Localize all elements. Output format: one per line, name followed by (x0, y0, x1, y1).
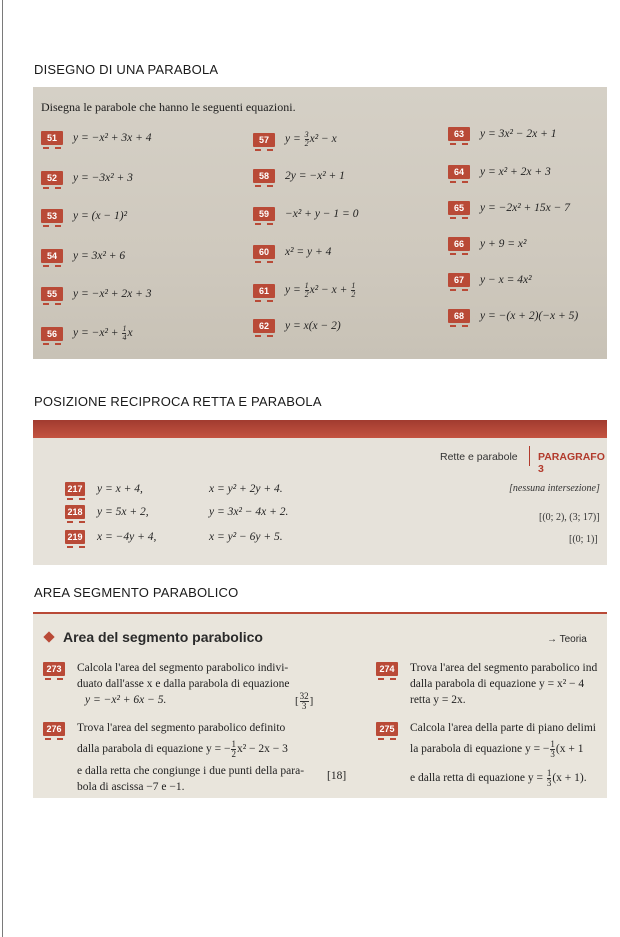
exercise-219: 219 x = −4y + 4, x = y² − 6y + 5. (65, 530, 283, 544)
exercise-65: 65 y = −2x² + 15x − 7 (448, 201, 570, 215)
exercise-63: 63 y = 3x² − 2x + 1 (448, 127, 557, 141)
heading-posizione-reciproca: POSIZIONE RECIPROCA RETTA E PARABOLA (34, 394, 322, 409)
exercise-274-text: Trova l'area del segmento parabolico ind dalla parabola di equazione y = x² − 4 retta y = 2x. (410, 662, 598, 706)
exercise-number-276: 276 (43, 722, 65, 736)
exercise-68: 68 y = −(x + 2)(−x + 5) (448, 309, 578, 323)
exercise-54: 54 y = 3x² + 6 (41, 249, 125, 263)
left-border-line (2, 0, 3, 937)
exercise-61: 61 y = $\frac{1}{2}$ x² − x + $\frac{1}{2}$ (253, 282, 356, 299)
exercise-59: 59 −x² + y − 1 = 0 (253, 207, 358, 221)
answer-219: [(0; 1)] (569, 534, 598, 545)
answer-273: [ $\frac{32}{3}$ ] (295, 691, 314, 711)
exercise-number-275: 275 (376, 722, 398, 736)
label-rette-parabole: Rette e parabole (440, 451, 518, 463)
diamond-bullet-icon (43, 631, 54, 642)
exercise-number-274: 274 (376, 662, 398, 676)
section-title: Area del segmento parabolico (63, 629, 263, 645)
header-band (33, 420, 607, 438)
exercise-273-text: Calcola l'area del segmento parabolico indivi- duato dall'asse x e dalla parabola di equazione y = −x² + 6x − 5. (77, 662, 290, 706)
exercise-218: 218 y = 5x + 2, y = 3x² − 4x + 2. (65, 505, 288, 519)
teoria-link: → Teoria (547, 634, 587, 645)
photo-rette-parabole (33, 420, 607, 565)
exercise-276-text: Trova l'area del segmento parabolico definito dalla parabola di equazione y = − $\frac{1}{2}$ x² − 2x − 3 e dalla retta che congiunge i due punti della para- bola di ascissa −7 e −1. (77, 722, 305, 793)
heading-area-segmento: AREA SEGMENTO PARABOLICO (34, 585, 239, 600)
exercise-66: 66 y + 9 = x² (448, 237, 526, 251)
photo-parabola-exercises (33, 87, 607, 359)
top-rule (33, 612, 607, 614)
photo-area-segmento (33, 612, 607, 798)
label-paragrafo: PARAGRAFO 3 (538, 451, 605, 475)
answer-276: [18] (327, 770, 347, 782)
exercise-56: 56 y = −x² + $\frac{1}{4}$ x (41, 325, 133, 342)
exercise-275-text: Calcola l'area della parte di piano delimi la parabola di equazione y = − $\frac{1}{3}$ (x + 1 e dalla retta di equazione y = $\frac{1}{3}$ (x + 1). (410, 722, 596, 788)
exercise-51: 51 y = −x² + 3x + 4 (41, 131, 152, 145)
heading-disegno-parabola: DISEGNO DI UNA PARABOLA (34, 62, 219, 77)
exercise-number-273: 273 (43, 662, 65, 676)
exercise-62: 62 y = x(x − 2) (253, 319, 341, 333)
exercise-52: 52 y = −3x² + 3 (41, 171, 133, 185)
exercise-60: 60 x² = y + 4 (253, 245, 331, 259)
exercise-64: 64 y = x² + 2x + 3 (448, 165, 551, 179)
exercise-53: 53 y = (x − 1)² (41, 209, 127, 223)
instruction-text: Disegna le parabole che hanno le seguenti equazioni. (41, 100, 296, 114)
exercise-57: 57 y = $\frac{3}{2}$ x² − x (253, 131, 337, 148)
answer-218: [(0; 2), (3; 17)] (539, 512, 600, 523)
exercise-58: 58 2y = −x² + 1 (253, 169, 345, 183)
separator (529, 446, 530, 466)
exercise-55: 55 y = −x² + 2x + 3 (41, 287, 152, 301)
exercise-67: 67 y − x = 4x² (448, 273, 532, 287)
answer-217: [nessuna intersezione] (509, 483, 600, 494)
exercise-217: 217 y = x + 4, x = y² + 2y + 4. (65, 482, 283, 496)
